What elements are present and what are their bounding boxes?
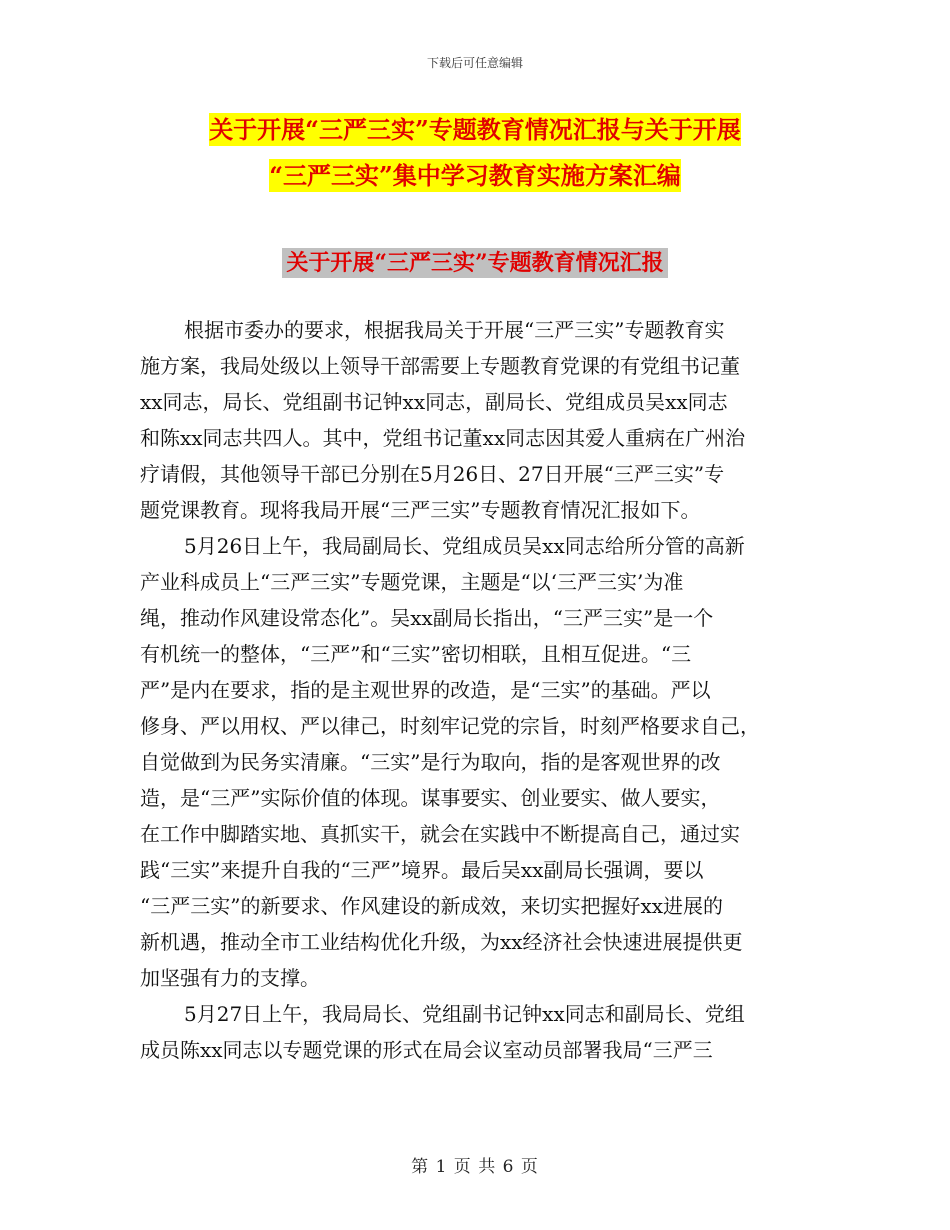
- text-line: 在工作中脚踏实地、真抓实干，就会在实践中不断提高自己，通过实: [140, 822, 740, 846]
- paragraph-1: [140, 312, 804, 528]
- document-title-line-1: 关于开展“三严三实”专题教育情况汇报与关于开展: [209, 115, 741, 144]
- text-line: 修身、严以用权、严以律己，时刻牢记党的宗旨，时刻严格要求自己，: [140, 714, 760, 738]
- text-line: 自觉做到为民务实清廉。“三实”是行为取向，指的是客观世界的改: [140, 750, 721, 774]
- text-line: 题党课教育。现将我局开展“三严三实”专题教育情况汇报如下。: [140, 498, 701, 522]
- page-header-note: 下载后可任意编辑: [426, 56, 523, 70]
- text-line: 严”是内在要求，指的是主观世界的改造，是“三实”的基础。严以: [140, 678, 711, 702]
- text-line: 加坚强有力的支撑。: [140, 966, 320, 990]
- text-line: 和陈xx同志共四人。其中，党组书记董xx同志因其爱人重病在广州治: [140, 426, 746, 450]
- text-line: 成员陈xx同志以专题党课的形式在局会议室动员部署我局“三严三: [140, 1038, 713, 1062]
- text-line: 有机统一的整体，“三严”和“三实”密切相联，且相互促进。“三: [140, 642, 692, 666]
- text-line: 产业科成员上“三严三实”专题党课，主题是“以‘三严三实’为准: [140, 570, 684, 594]
- text-line: 践“三实”来提升自我的“三严”境界。最后吴xx副局长强调，要以: [140, 858, 704, 882]
- section-title: 关于开展“三严三实”专题教育情况汇报: [0, 245, 950, 281]
- document-body: [140, 312, 804, 1068]
- text-line: 疗请假，其他领导干部已分别在5月26日、27日开展“三严三实”专: [140, 462, 725, 486]
- text-line: 5月26日上午，我局副局长、党组成员吴xx同志给所分管的高新: [184, 534, 745, 558]
- text-line: 造，是“三严”实际价值的体现。谋事要实、创业要实、做人要实，: [140, 786, 721, 810]
- text-line: 新机遇，推动全市工业结构优化升级，为xx经济社会快速进展提供更: [140, 930, 743, 954]
- text-line: 根据市委办的要求，根据我局关于开展“三严三实”专题教育实: [184, 318, 725, 342]
- text-line: 绳，推动作风建设常态化”。吴xx副局长指出，“三严三实”是一个: [140, 606, 714, 630]
- text-line: “三严三实”的新要求、作风建设的新成效，来切实把握好xx进展的: [140, 894, 724, 918]
- paragraph-3: [140, 996, 804, 1068]
- text-line: xx同志，局长、党组副书记钟xx同志，副局长、党组成员吴xx同志: [140, 390, 728, 414]
- paragraph-2: [140, 528, 804, 996]
- text-line: 施方案，我局处级以上领导干部需要上专题教育党课的有党组书记董: [140, 354, 740, 378]
- document-title-line-2: “三严三实”集中学习教育实施方案汇编: [269, 161, 681, 190]
- page-footer-page-number: 第 1 页 共 6 页: [411, 1157, 539, 1177]
- text-line: 5月27日上午，我局局长、党组副书记钟xx同志和副局长、党组: [184, 1002, 745, 1026]
